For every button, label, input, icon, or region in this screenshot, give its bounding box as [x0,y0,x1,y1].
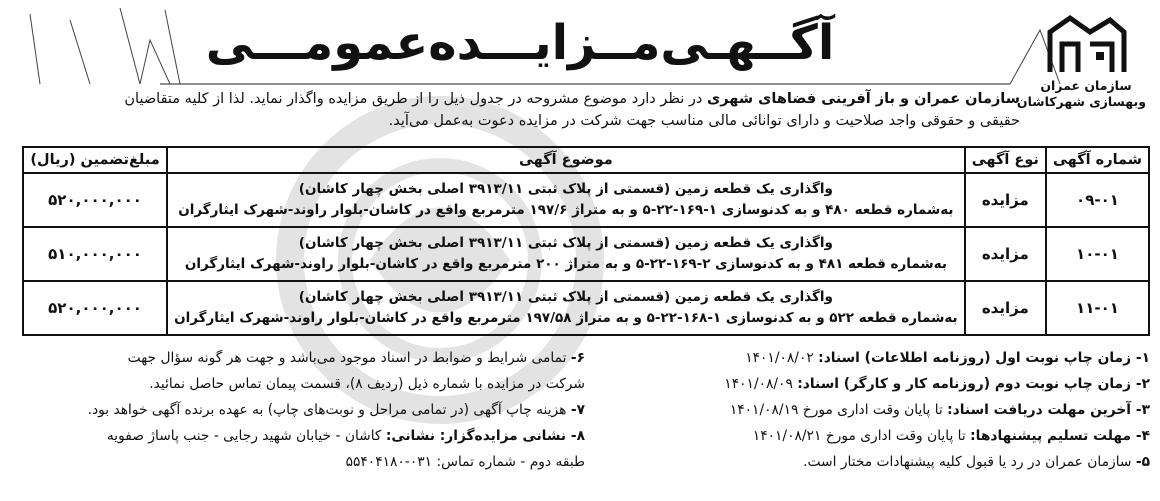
note-8-line1 [10,423,585,449]
header-number: شماره آگهی [1046,147,1149,173]
table-header-row [23,147,1149,173]
intro-line2-text: حقیقی و حقوقی واجد صلاحیت و دارای توانائی مالی مناسب جهت شرکت در مزایده دعوت به‌عمل می‌آید. [388,113,1020,129]
row-subject-line2: به‌شماره قطعه ۴۸۰ و به کدنوسازی ۱-۱۶۹-۲۲-۵ و به متراژ ۱۹۷/۶ مترمربع واقع در کاشان-بلوار راوند-شهرک ایثارگران [178,202,954,218]
page-title: آگــهـی‌مــزایـــده‌عمومـــی [205,15,835,71]
row-amount: ۵۲۰,۰۰۰,۰۰۰ [23,173,167,227]
note-8-label: ۸- نشانی مزایده‌گزار: نشانی: [385,428,585,444]
row-subject [167,281,965,335]
row-type: مزایده [965,281,1046,335]
note-3-value: تا پایان وقت اداری مورخ ۱۴۰۱/۰۸/۱۹ [729,402,948,418]
note-4-label: ۴- مهلت تسلیم پیشنهادها: [970,428,1150,444]
row-amount: ۵۲۰,۰۰۰,۰۰۰ [23,281,167,335]
note-7-label: ۷- [570,402,585,418]
table-row [23,281,1149,335]
header-subject: موضوع آگهی [167,147,965,173]
row-number: ۰۹-۰۱ [1046,173,1149,227]
note-3 [630,397,1150,423]
note-5 [630,449,1150,475]
org-name-line1: سازمان عمران [1040,78,1132,93]
table-row [23,227,1149,281]
row-subject [167,227,965,281]
building-logo-icon [1040,14,1132,76]
notes-right-column [630,345,1150,475]
header-amount: مبلغ‌تضمین (ریال) [23,147,167,173]
note-6-text: تمامی شرایط و ضوابط در اسناد موجود می‌باشد و جهت هر گونه سؤال جهت [127,350,571,366]
row-subject-line1: واگذاری یک قطعه زمین (قسمتی از پلاک ثبتی ۳۹۱۳/۱۱ اصلی بخش چهار کاشان) [298,181,833,197]
row-type: مزایده [965,227,1046,281]
note-2-value: ۱۴۰۱/۰۸/۰۹ [724,376,798,392]
row-subject-line1: واگذاری یک قطعه زمین (قسمتی از پلاک ثبتی ۳۹۱۳/۱۱ اصلی بخش چهار کاشان) [298,289,833,305]
header-type: نوع آگهی [965,147,1046,173]
row-subject [167,173,965,227]
note-8-line2: طبقه دوم - شماره تماس: ۰۳۱-۵۵۴۰۴۱۸۰ [345,454,585,470]
intro-line1-text: در نظر دارد موضوع مشروحه در جدول ذیل را از طریق مزایده واگذار نماید. لذا از کلیه متقاضیان [124,91,707,107]
note-5-label: ۵- [1135,454,1150,470]
note-7 [10,397,585,423]
row-type: مزایده [965,173,1046,227]
note-6-line1 [10,345,585,371]
row-subject-line2: به‌شماره قطعه ۴۸۱ و به کدنوسازی ۲-۱۶۹-۲۲-۵ و به متراژ ۲۰۰ مترمربع واقع در کاشان-بلوار راوند-شهرک ایثارگران [184,256,947,272]
row-number: ۱۱-۰۱ [1046,281,1149,335]
note-2-label: ۲- زمان چاپ نوبت دوم (روزنامه کار و کارگر) اسناد: [797,376,1150,392]
note-4 [630,423,1150,449]
org-name-line2: وبهسازی شهرکاشان [1016,94,1146,109]
row-number: ۱۰-۰۱ [1046,227,1149,281]
note-7-text: هزینه چاپ آگهی (در تمامی مراحل و نوبت‌های چاپ) به عهده برنده آگهی خواهد بود. [87,402,571,418]
row-amount: ۵۱۰,۰۰۰,۰۰۰ [23,227,167,281]
row-subject-line2: به‌شماره قطعه ۵۲۲ و به کدنوسازی ۱-۱۶۸-۲۲-۵ و به متراژ ۱۹۷/۵۸ مترمربع واقع در کاشان-بلوار راوند-شهرک ایثارگران [174,310,958,326]
organization-logo [1016,14,1146,110]
intro-paragraph [10,88,1020,132]
note-8-address: کاشان - خیابان شهید رجایی - جنب پاساژ صفویه [106,428,386,444]
note-6-label: ۶- [570,350,585,366]
intro-org-name: سازمان عمران و باز آفرینی فضاهای شهری [706,91,1020,107]
note-2 [630,371,1150,397]
notes-section [10,345,1150,495]
note-4-value: تا پایان وقت اداری مورخ ۱۴۰۱/۰۸/۲۱ [752,428,971,444]
note-1 [630,345,1150,371]
row-subject-line1: واگذاری یک قطعه زمین (قسمتی از پلاک ثبتی ۳۹۱۳/۱۱ اصلی بخش چهار کاشان) [298,235,833,251]
notes-left-column [10,345,585,475]
note-6-line2: شرکت در مزایده با شماره ذیل (ردیف ۸)، قسمت پیمان تماس حاصل نمائید. [149,376,585,392]
note-3-label: ۳- آخرین مهلت دریافت اسناد: [947,402,1150,418]
note-5-value: سازمان عمران در رد یا قبول کلیه پیشنهادات مختار است. [803,454,1136,470]
auction-items-table [22,146,1150,336]
table-row [23,173,1149,227]
note-1-label: ۱- زمان چاپ نوبت اول (روزنامه اطلاعات) اسناد: [818,350,1150,366]
note-1-value: ۱۴۰۱/۰۸/۰۲ [745,350,819,366]
